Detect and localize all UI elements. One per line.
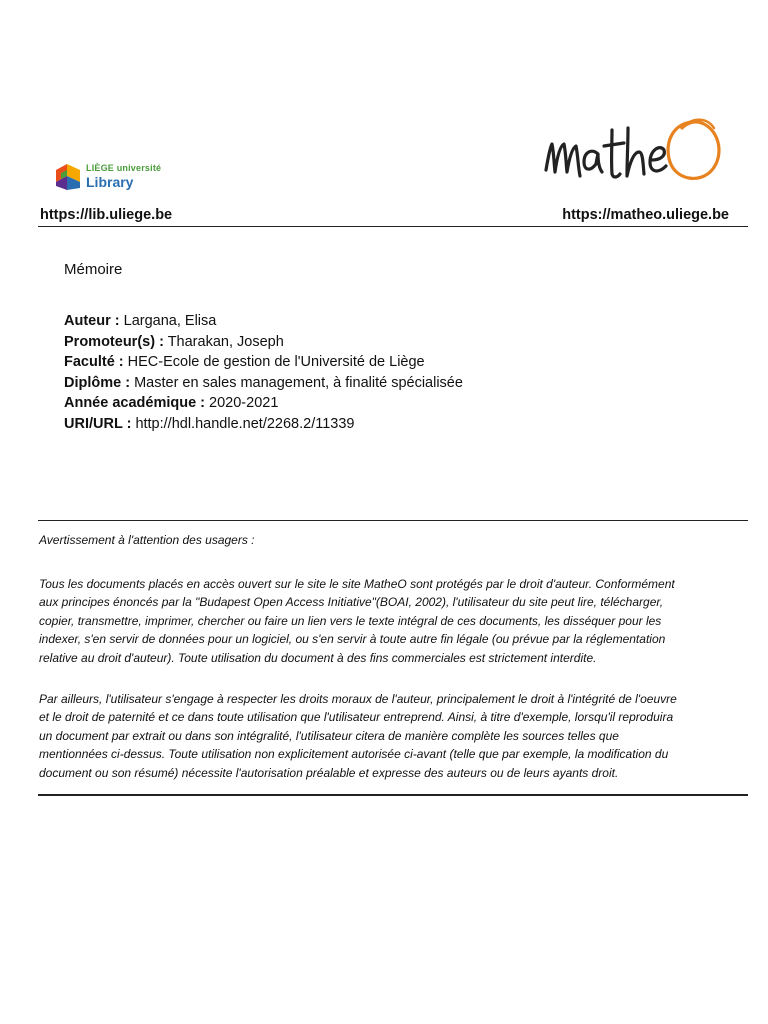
library-cube-icon [54,162,82,192]
faculty-row [64,352,463,373]
uliege-library-logo [54,160,174,196]
diploma-row [64,373,463,394]
notice-p2-line: et le droit de paternité et ce dans toute utilisation que l'utilisateur entreprend. Ainsi, à titre d'exemple, lorsqu'il reproduira [39,710,674,725]
promoter-value: Tharakan, Joseph [167,333,284,350]
matheo-logo [540,110,730,196]
faculty-label: Faculté : [64,354,124,371]
notice-title: Avertissement à l'attention des usagers : [39,533,255,547]
document-type: Mémoire [64,261,123,278]
notice-paragraph-1 [39,575,745,667]
notice-p2-line: mentionnées ci-dessus. Toute utilisation non explicitement autorisée ci-avant (telle que par exemple, la modification du [39,747,669,762]
author-value: Largana, Elisa [123,313,217,329]
academic-year-label: Année académique : [64,395,206,412]
promoter-label: Promoteur(s) : [64,333,164,350]
notice-p2-line: document ou son résumé) nécessite l'autorisation préalable et expresse des auteurs ou de leurs ayants droit. [39,765,619,780]
notice-p1-line: relative au droit d'auteur). Toute utilisation du document à des fins commerciales est strictement interdite. [39,650,597,665]
notice-bottom-divider [38,794,748,796]
notice-p1-line: Tous les documents placés en accès ouvert sur le site le site MatheO sont protégés par le droit d'auteur. Conformément [39,577,675,591]
author-row [64,311,463,332]
uliege-logo-library-text: Library [86,174,134,190]
document-metadata [64,311,463,435]
notice-p1-line: copier, transmettre, imprimer, chercher ou faire un lien vers le texte intégral de ces documents, les disséquer pour les [39,613,662,628]
notice-p2-line: un document par extrait ou dans son intégralité, l'utilisateur citera de manière complète les sources telles que [39,728,619,743]
notice-paragraph-2 [39,690,745,782]
matheo-link[interactable]: https://matheo.uliege.be [562,207,729,223]
notice-p1-line: indexer, s'en servir de données pour un logiciel, ou s'en servir à toute autre fin légale (ou prévue par la réglementation [39,632,666,647]
diploma-value: Master en sales management, à finalité spécialisée [134,374,463,391]
academic-year-value: 2020-2021 [209,395,279,412]
url-label: URI/URL : [64,415,132,432]
library-link[interactable]: https://lib.uliege.be [40,207,173,223]
uliege-logo-top-text: LIÈGE université [86,163,162,173]
diploma-label: Diplôme : [64,374,131,391]
author-label: Auteur : [64,313,120,329]
promoter-row [64,332,463,353]
academic-year-row [64,393,463,414]
notice-top-divider [38,520,748,521]
header-divider [38,226,748,227]
notice-p1-line: aux principes énoncés par la "Budapest Open Access Initiative"(BOAI, 2002), l'utilisateur du site peut lire, télécharger, [39,595,664,610]
notice-p2-line: Par ailleurs, l'utilisateur s'engage à respecter les droits moraux de l'auteur, principalement le droit à l'intégrité de l'oeuvre [39,692,677,706]
handle-url[interactable]: http://hdl.handle.net/2268.2/11339 [135,415,355,432]
url-row [64,414,463,435]
faculty-value: HEC-Ecole de gestion de l'Université de Liège [127,354,425,371]
